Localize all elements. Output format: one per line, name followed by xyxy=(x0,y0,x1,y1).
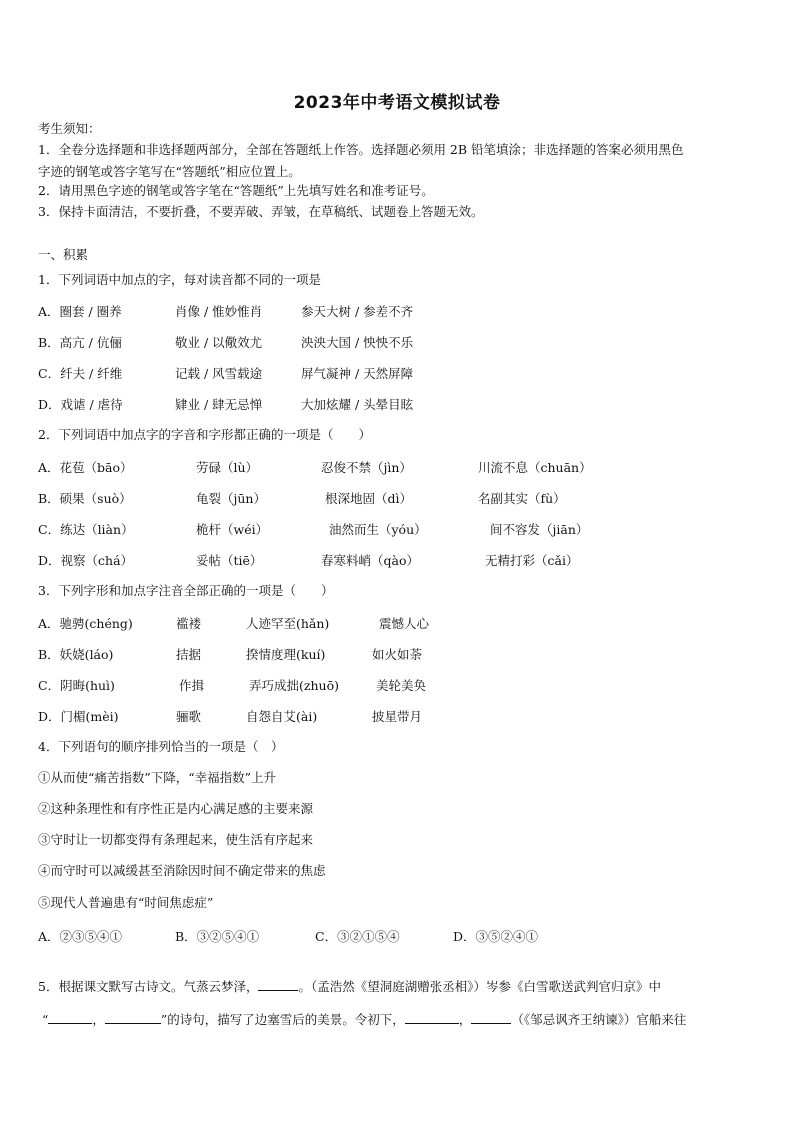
answer-blank[interactable] xyxy=(258,978,298,991)
answer-blank[interactable] xyxy=(48,1011,92,1024)
page-title: 2023年中考语文模拟试卷 xyxy=(293,93,501,113)
sentence-item: ④而守时可以减缓甚至消除因时间不确定带来的焦虑 xyxy=(38,863,326,878)
question-5-text: ， xyxy=(458,1012,472,1027)
question-4-option-c[interactable]: C．③②①⑤④ xyxy=(315,929,400,944)
option-term: 忍俊不禁（jìn） xyxy=(321,460,412,475)
option-term: 油然而生（yóu） xyxy=(329,522,427,537)
question-4-options xyxy=(38,927,758,945)
option-term: A．花苞（bāo） xyxy=(38,460,133,475)
option-term: 敬业 / 以儆效尤 xyxy=(175,335,263,350)
option-term: 拮据 xyxy=(176,647,202,662)
question-5-line-1 xyxy=(38,978,661,995)
option-term: 披星带月 xyxy=(372,709,423,724)
question-1-option-c[interactable] xyxy=(38,364,758,382)
option-term: 骊歌 xyxy=(176,709,202,724)
option-term: 作揖 xyxy=(179,678,205,693)
option-term: 肖像 / 惟妙惟肖 xyxy=(175,304,263,319)
question-2-option-a[interactable] xyxy=(38,458,758,476)
option-term: B．硕果（suò） xyxy=(38,491,132,506)
option-term: 大加炫耀 / 头晕目眩 xyxy=(301,397,414,412)
option-term: D．戏谑 / 虐待 xyxy=(38,397,123,412)
sentence-item: ②这种条理性和有序性正是内心满足感的主要来源 xyxy=(38,801,314,816)
option-term: 无精打彩（cǎi） xyxy=(485,553,579,568)
notice-heading: 考生须知： xyxy=(38,121,101,136)
question-2-option-c[interactable] xyxy=(38,520,758,538)
question-5-text: （《邹忌讽齐王纳谏》）官船来往 xyxy=(511,1012,687,1027)
question-4-option-d[interactable]: D．③⑤②④① xyxy=(453,929,539,944)
question-3-option-b[interactable] xyxy=(38,645,758,663)
option-term: 名副其实（fù） xyxy=(478,491,566,506)
option-term: 劳碌（lù） xyxy=(196,460,259,475)
question-5-text: ， xyxy=(92,1012,105,1027)
question-5-text: “ xyxy=(42,1012,49,1027)
question-2-option-d[interactable] xyxy=(38,551,758,569)
option-term: 川流不息（chuān） xyxy=(478,460,592,475)
option-term: 参天大树 / 参差不齐 xyxy=(301,304,414,319)
notice-line: 2．请用黑色字迹的钢笔或答字笔在“答题纸”上先填写姓名和准考证号。 xyxy=(38,183,434,198)
option-term: 间不容发（jiān） xyxy=(490,522,589,537)
option-term: 揆情度理(kuí) xyxy=(246,647,326,662)
option-term: 肄业 / 肆无忌惮 xyxy=(175,397,263,412)
notice-line: 3．保持卡面清洁，不要折叠，不要弄破、弄皱，在草稿纸、试题卷上答题无效。 xyxy=(38,204,484,219)
option-term: 泱泱大国 / 怏怏不乐 xyxy=(301,335,414,350)
option-term: B．妖娆(láo) xyxy=(38,647,114,662)
option-term: C．练达（liàn） xyxy=(38,522,134,537)
question-1-option-b[interactable] xyxy=(38,333,758,351)
answer-blank[interactable] xyxy=(405,1011,459,1024)
question-3-option-d[interactable] xyxy=(38,707,758,725)
question-3-option-a[interactable] xyxy=(38,614,758,632)
question-5-line-2 xyxy=(42,1011,686,1028)
option-term: B．高亢 / 伉俪 xyxy=(38,335,122,350)
question-1-stem: 1．下列词语中加点的字，每对读音都不同的一项是 xyxy=(38,272,321,287)
question-2-stem: 2．下列词语中加点字的字音和字形都正确的一项是（ ） xyxy=(38,427,371,442)
notice-line: 1．全卷分选择题和非选择题两部分，全部在答题纸上作答。选择题必须用 2B 铅笔填涂；非选择题的答案必须用黑色 xyxy=(38,142,684,157)
option-term: 弄巧成拙(zhuō) xyxy=(249,678,339,693)
question-4-option-a[interactable]: A．②③⑤④① xyxy=(38,929,123,944)
question-1-option-a[interactable] xyxy=(38,302,758,320)
option-term: 根深地固（dì） xyxy=(325,491,412,506)
option-term: 人迹罕至(hǎn) xyxy=(246,616,330,631)
option-term: C．阴晦(huì) xyxy=(38,678,115,693)
question-3-stem: 3．下列字形和加点字注音全部正确的一项是（ ） xyxy=(38,583,334,598)
question-3-option-c[interactable] xyxy=(38,676,758,694)
question-4-option-b[interactable]: B．③②⑤④① xyxy=(175,929,260,944)
option-term: 美轮美奂 xyxy=(376,678,427,693)
sentence-item: ⑤现代人普遍患有“时间焦虑症” xyxy=(38,895,214,910)
option-term: 屏气凝神 / 天然屏障 xyxy=(301,366,414,381)
option-term: 桅杆（wéi） xyxy=(196,522,269,537)
question-5-text: 5．根据课文默写古诗文。气蒸云梦泽， xyxy=(38,979,259,994)
option-term: 春寒料峭（qào） xyxy=(321,553,419,568)
option-term: 震憾人心 xyxy=(379,616,430,631)
section-heading: 一、积累 xyxy=(38,247,89,262)
option-term: 褴褛 xyxy=(176,616,202,631)
option-term: D．视察（chá） xyxy=(38,553,134,568)
option-term: 妥帖（tiē） xyxy=(196,553,263,568)
option-term: 记载 / 风雪载途 xyxy=(175,366,263,381)
notice-line: 字迹的钢笔或答字笔写在“答题纸”相应位置上。 xyxy=(38,164,301,179)
question-5-text: ”的诗句，描写了边塞雪后的美景。令初下， xyxy=(160,1012,405,1027)
sentence-item: ③守时让一切都变得有条理起来，使生活有序起来 xyxy=(38,832,314,847)
question-1-option-d[interactable] xyxy=(38,395,758,413)
option-term: A．驰骋(chéng) xyxy=(38,616,133,631)
question-5-text: 。（孟浩然《望洞庭湖赠张丞相》）岑参《白雪歌送武判官归京》中 xyxy=(298,979,661,994)
question-4-stem: 4．下列语句的顺序排列恰当的一项是（ ） xyxy=(38,739,284,754)
option-term: 如火如荼 xyxy=(372,647,423,662)
question-2-option-b[interactable] xyxy=(38,489,758,507)
option-term: 龟裂（jūn） xyxy=(196,491,266,506)
option-term: C．纤夫 / 纤维 xyxy=(38,366,123,381)
answer-blank[interactable] xyxy=(105,1011,161,1024)
option-term: 自怨自艾(ài) xyxy=(246,709,318,724)
answer-blank[interactable] xyxy=(471,1011,511,1024)
option-term: D．门楣(mèi) xyxy=(38,709,119,724)
option-term: A．圈套 / 圈养 xyxy=(38,304,122,319)
sentence-item: ①从而使“痛苦指数”下降，“幸福指数”上升 xyxy=(38,770,277,785)
